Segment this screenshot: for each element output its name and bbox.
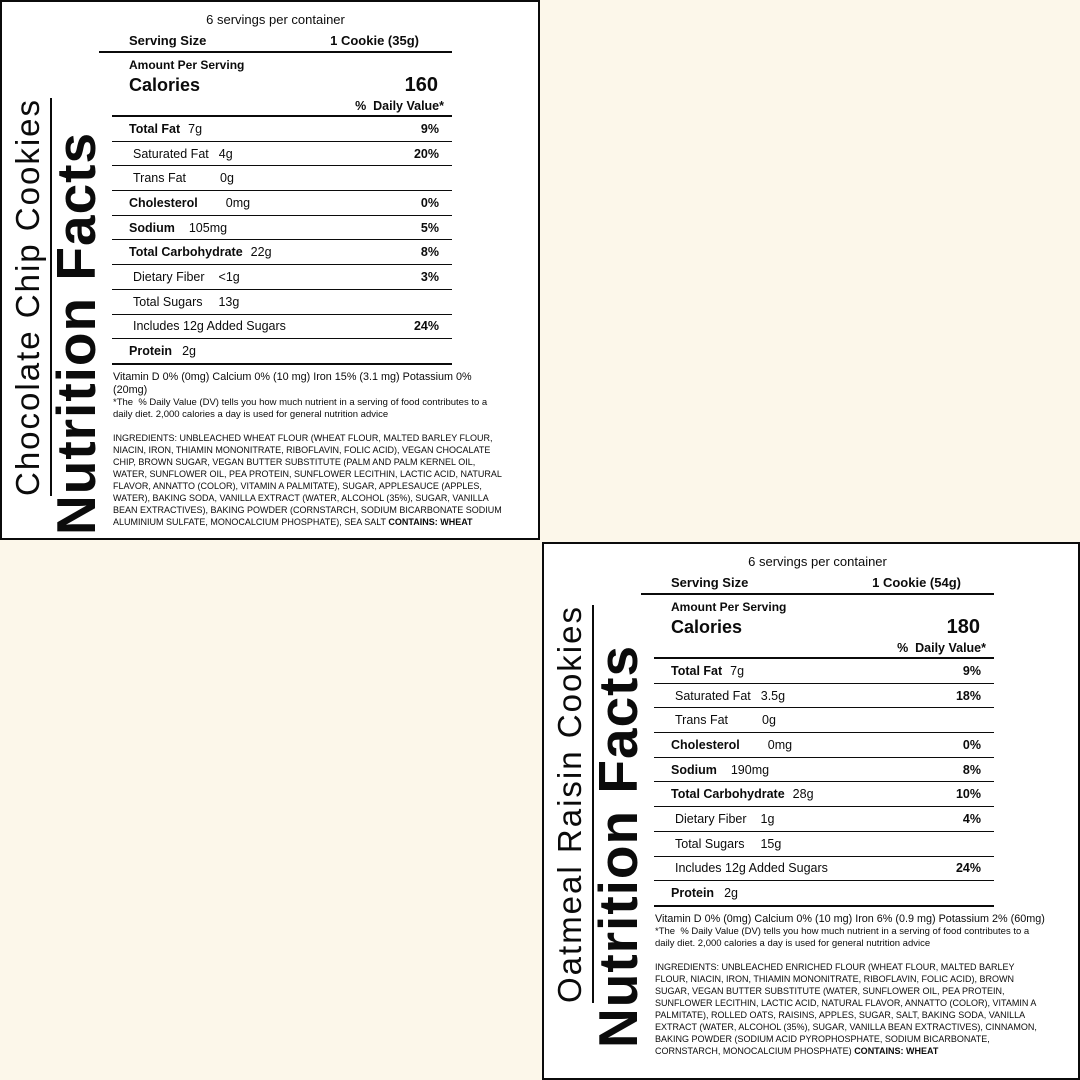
servings-per-container: 6 servings per container xyxy=(748,554,887,569)
nutrition-label-oatmeal-raisin xyxy=(542,542,1080,1080)
vitamins-line: Vitamin D 0% (0mg) Calcium 0% (10 mg) Iron 15% (3.1 mg) Potassium 0% (20mg) xyxy=(113,370,472,396)
nutrient-amount: 0g xyxy=(762,713,776,728)
nutrient-daily-value: 8% xyxy=(420,245,439,260)
nutrient-row xyxy=(112,240,452,265)
nutrient-rows xyxy=(654,657,994,907)
nutrient-daily-value: 0% xyxy=(420,195,439,210)
nutrient-amount: 1g xyxy=(760,811,775,826)
nutrient-name: Total Carbohydrate xyxy=(671,787,785,802)
nutrient-name: Trans Fat xyxy=(133,171,187,186)
nutrient-amount: 105mg xyxy=(188,220,228,235)
nutrient-amount: 4g xyxy=(218,146,233,161)
nutrient-name: Dietary Fiber xyxy=(133,269,205,284)
nutrient-daily-value: 9% xyxy=(962,663,981,678)
nutrient-name: Total Fat xyxy=(671,663,723,678)
nutrient-amount: <1g xyxy=(218,269,240,284)
nutrient-row xyxy=(654,807,994,832)
nutrient-daily-value: 24% xyxy=(413,319,439,334)
contains-statement: CONTAINS: WHEAT xyxy=(854,1045,939,1056)
amount-per-serving-label: Amount Per Serving xyxy=(671,600,787,614)
product-name-vertical: Oatmeal Raisin Cookies xyxy=(553,605,594,1003)
nutrient-name: Saturated Fat xyxy=(675,688,751,703)
ingredients-text xyxy=(655,961,1047,1057)
nutrient-daily-value: 0% xyxy=(962,737,981,752)
nutrient-name: Trans Fat xyxy=(675,713,729,728)
nutrition-facts-title: Nutrition Facts xyxy=(587,644,649,1048)
nutrient-row xyxy=(112,290,452,315)
nutrient-row xyxy=(654,708,994,733)
calories-value: 160 xyxy=(404,74,438,96)
nutrient-rows xyxy=(112,115,452,365)
amount-per-serving-label: Amount Per Serving xyxy=(129,58,245,72)
vitamins-line: Vitamin D 0% (0mg) Calcium 0% (10 mg) Iron 6% (0.9 mg) Potassium 2% (60mg) xyxy=(655,912,1045,925)
ingredients-list: INGREDIENTS: UNBLEACHED WHEAT FLOUR (WHEAT FLOUR, MALTED BARLEY FLOUR, NIACIN, IRON, THIAMIN MONONITRATE, RIBOFLAVIN, FOLIC ACID), VEGAN CHOCALATE CHIP, BROWN SUGAR, VEGAN BUTTER SUBSTITUTE (PALM AND PALM KERNEL OIL, WATER, SUNFLOWER OIL, PEA PROTEIN, SUNFLOWER LECITHIN, LACTIC ACID, NATURAL FLAVOR, ANNATTO (COLOR), VITAMIN A PALMITATE), SUGAR, APPLESAUCE (APPLES, WATER), BAKING SODA, VANILLA EXTRACT (WATER, ALCOHOL (35%), SUGAR, VANILLA BEAN EXTRACTIVES), BAKING POWDER (CORNSTARCH, SODIUM BICARBONATE SODIUM ALUMINIUM SULFATE, MONOCALCIUM PHOSPHATE), SEA SALT xyxy=(113,432,502,527)
daily-value-header: % Daily Value* xyxy=(355,99,444,113)
nutrient-amount: 22g xyxy=(250,245,272,260)
nutrient-name: Total Sugars xyxy=(675,836,745,851)
nutrient-daily-value: 5% xyxy=(420,220,439,235)
nutrition-facts-title: Nutrition Facts xyxy=(45,131,107,535)
nutrient-name: Protein xyxy=(671,886,715,901)
serving-size-value: 1 Cookie (35g) xyxy=(330,33,419,48)
nutrient-row xyxy=(112,216,452,241)
nutrient-row xyxy=(112,166,452,191)
nutrient-amount: 15g xyxy=(760,836,782,851)
serving-size-row xyxy=(641,575,994,595)
calories-row xyxy=(129,74,452,96)
daily-value-header: % Daily Value* xyxy=(897,641,986,655)
label-content xyxy=(641,544,1045,1057)
nutrient-name: Sodium xyxy=(671,762,717,777)
nutrition-label-chocolate-chip xyxy=(0,0,540,540)
contains-statement: CONTAINS: WHEAT xyxy=(388,516,473,527)
nutrient-name: Sodium xyxy=(129,220,175,235)
nutrient-name: Dietary Fiber xyxy=(675,811,747,826)
nutrient-row xyxy=(654,857,994,882)
nutrient-amount: 7g xyxy=(188,121,203,136)
nutrient-row xyxy=(654,758,994,783)
nutrient-row xyxy=(654,832,994,857)
nutrient-row xyxy=(112,265,452,290)
nutrient-daily-value: 3% xyxy=(420,269,439,284)
nutrient-row xyxy=(112,315,452,340)
nutrient-daily-value: 24% xyxy=(955,861,981,876)
nutrient-row xyxy=(112,339,452,365)
nutrient-name: Includes 12g Added Sugars xyxy=(675,861,828,876)
nutrient-daily-value: 4% xyxy=(962,811,981,826)
nutrient-amount: 13g xyxy=(218,294,240,309)
nutrient-daily-value: 10% xyxy=(955,787,981,802)
nutrient-amount: 2g xyxy=(724,886,738,901)
nutrient-daily-value: 9% xyxy=(420,121,439,136)
serving-size-label: Serving Size xyxy=(671,575,749,590)
nutrient-row xyxy=(112,142,452,167)
nutrient-amount: 2g xyxy=(182,344,196,359)
product-name-vertical: Chocolate Chip Cookies xyxy=(11,98,52,496)
nutrient-daily-value: 18% xyxy=(955,688,981,703)
nutrient-amount: 0g xyxy=(220,171,234,186)
nutrient-row xyxy=(112,117,452,142)
daily-value-footnote: *The % Daily Value (DV) tells you how much nutrient in a serving of food contributes to a daily diet. 2,000 calories a day is used for general nutrition advice xyxy=(113,396,490,420)
label-content xyxy=(99,2,502,528)
nutrient-name: Includes 12g Added Sugars xyxy=(133,319,286,334)
nutrient-row xyxy=(654,881,994,907)
nutrient-name: Cholesterol xyxy=(129,195,198,210)
nutrient-amount: 7g xyxy=(730,663,745,678)
calories-label: Calories xyxy=(671,617,743,637)
nutrient-daily-value: 8% xyxy=(962,762,981,777)
nutrient-name: Total Sugars xyxy=(133,294,203,309)
nutrient-row xyxy=(654,733,994,758)
nutrient-name: Total Fat xyxy=(129,121,181,136)
nutrient-amount: 190mg xyxy=(730,762,770,777)
nutrient-row xyxy=(654,659,994,684)
calories-label: Calories xyxy=(129,75,201,95)
serving-size-label: Serving Size xyxy=(129,33,207,48)
nutrient-name: Cholesterol xyxy=(671,737,740,752)
calories-row xyxy=(671,616,994,638)
nutrient-amount: 3.5g xyxy=(760,688,786,703)
daily-value-footnote: *The % Daily Value (DV) tells you how much nutrient in a serving of food contributes to a daily diet. 2,000 calories a day is used for general nutrition advice xyxy=(655,925,1032,949)
nutrient-name: Total Carbohydrate xyxy=(129,245,243,260)
ingredients-text xyxy=(113,432,505,528)
nutrient-amount: 0mg xyxy=(225,195,251,210)
calories-value: 180 xyxy=(946,616,980,638)
serving-size-value: 1 Cookie (54g) xyxy=(872,575,961,590)
nutrient-daily-value: 20% xyxy=(413,146,439,161)
nutrient-name: Saturated Fat xyxy=(133,146,209,161)
nutrient-name: Protein xyxy=(129,344,173,359)
nutrient-amount: 0mg xyxy=(767,737,793,752)
ingredients-list: INGREDIENTS: UNBLEACHED ENRICHED FLOUR (WHEAT FLOUR, MALTED BARLEY FLOUR, NIACIN, IRON, THIAMIN MONONITRATE, RIBOFLAVIN, FOLIC ACID), BROWN SUGAR, VEGAN BUTTER SUBSTITUTE (WATER, SUNFLOWER OIL, PEA PROTEIN, SUNFLOWER LECITHIN, LACTIC ACID, NATURAL FLAVOR, ANNATTO (COLOR), VITAMIN A PALMITATE), ROLLED OATS, RAISINS, APPLES, SUGAR, SALT, BAKING SODA, VANILLA EXTRACT (WATER, ALCOHOL (35%), SUGAR, VANILLA BEAN EXTRACTIVES), CINNAMON, BAKING POWDER (SODIUM ACID PYROPHOSPHATE, SODIUM BICARBONATE, CORNSTARCH, MONOCALCIUM PHOSPHATE) xyxy=(655,961,1037,1056)
nutrient-amount: 28g xyxy=(792,787,814,802)
nutrient-row xyxy=(112,191,452,216)
nutrient-row xyxy=(654,684,994,709)
serving-size-row xyxy=(99,33,452,53)
servings-per-container: 6 servings per container xyxy=(206,12,345,27)
nutrient-row xyxy=(654,782,994,807)
